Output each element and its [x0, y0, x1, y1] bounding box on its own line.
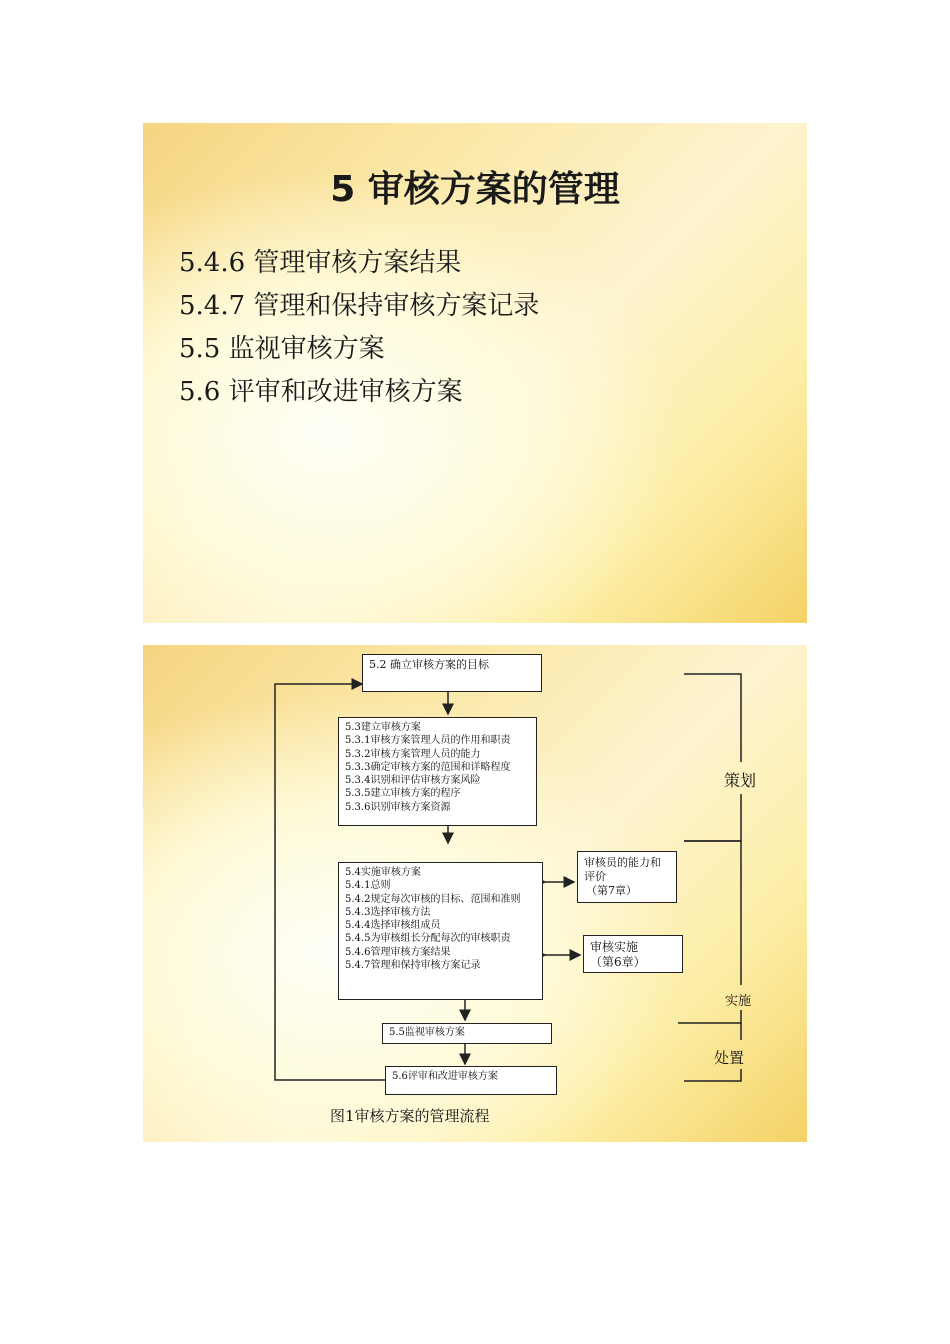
box-line: 5.4实施审核方案 [345, 867, 421, 878]
box-line: 5.4.6管理审核方案结果 [345, 946, 451, 958]
list-item: 5.5 监视审核方案 [179, 334, 385, 364]
box-auditor-competence: 审核员的能力和 评价 （第7章） [577, 851, 677, 903]
box-audit-implementation: 审核实施 （第6章） [583, 935, 683, 973]
box-line: 5.4.3选择审核方法 [345, 906, 431, 918]
bracket-plan-top [684, 674, 741, 762]
box-line: 5.4.4选择审核组成员 [345, 920, 441, 932]
box-line: 5.3.4识别和评估审核方案风险 [345, 775, 481, 787]
box-line: 5.4.1总则 [345, 880, 391, 892]
list-item: 5.4.6 管理审核方案结果 [179, 248, 462, 278]
box-5-5-monitor: 5.5监视审核方案 [382, 1023, 552, 1044]
box-line: 5.3.6识别审核方案资源 [345, 801, 451, 813]
box-line: 5.4.7管理和保持审核方案记录 [345, 960, 481, 972]
bracket-plan-bottom [684, 794, 741, 841]
list-item: 5.6 评审和改进审核方案 [179, 377, 463, 407]
list-item: 5.4.7 管理和保持审核方案记录 [179, 291, 540, 321]
bracket-do-bottom [678, 1010, 741, 1023]
box-line: 5.3建立审核方案 [345, 722, 421, 733]
slide-title: 5 审核方案的管理 [330, 169, 620, 210]
slide-title-list [143, 123, 807, 623]
figure-caption: 图1审核方案的管理流程 [330, 1107, 490, 1125]
slide-flowchart [143, 645, 807, 1142]
bracket-act-bottom [684, 1069, 741, 1081]
box-line: 5.3.3确定审核方案的范围和详略程度 [345, 761, 511, 773]
box-line: 5.4.5为审核组长分配每次的审核职责 [345, 933, 511, 945]
box-5-6-review: 5.6评审和改进审核方案 [385, 1066, 557, 1095]
phase-label-act: 处置 [714, 1049, 745, 1067]
box-line: 5.3.1审核方案管理人员的作用和职责 [345, 735, 511, 747]
bracket-do-top [684, 841, 741, 985]
box-5-3-establish [338, 717, 537, 826]
phase-label-do: 实施 [725, 994, 752, 1009]
box-line: 5.3.5建立审核方案的程序 [345, 788, 461, 800]
box-5-2-objectives: 5.2 确立审核方案的目标 [362, 654, 542, 692]
box-line: 5.3.2审核方案管理人员的能力 [345, 748, 481, 760]
box-line: 5.4.2规定每次审核的目标、范围和准则 [345, 893, 521, 905]
box-5-4-implement [338, 862, 543, 1000]
phase-label-plan: 策划 [724, 771, 757, 790]
